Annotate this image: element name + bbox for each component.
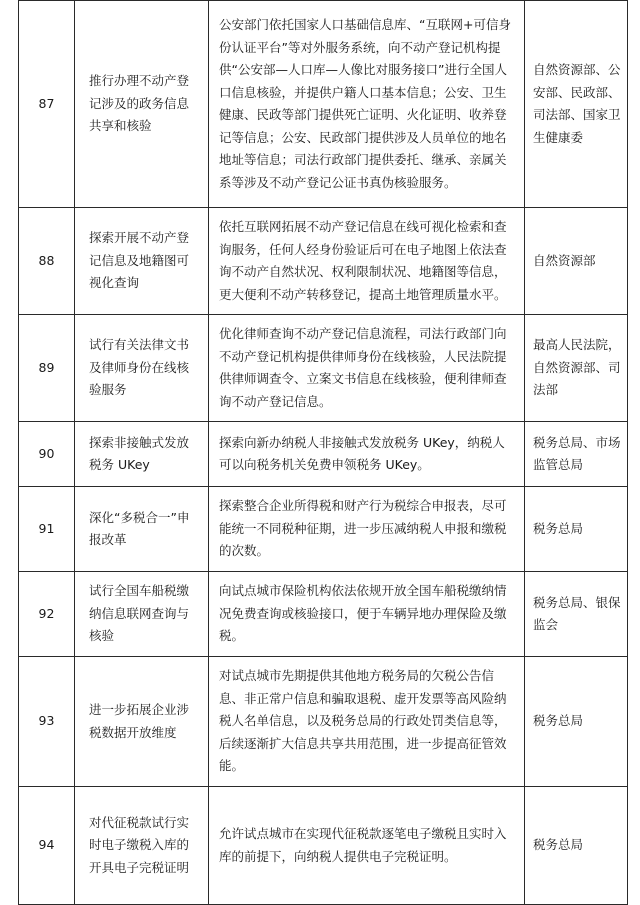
table-row: [19, 657, 628, 787]
reform-description: 探索整合企业所得税和财产行为税综合申报表，尽可能统一不同税种征期，进一步压减纳税人申报和缴税的次数。: [209, 487, 525, 572]
reform-description: 探索向新办纳税人非接触式发放税务 UKey，纳税人可以向税务机关免费申领税务 UKey。: [209, 422, 525, 487]
row-number: 91: [19, 487, 75, 572]
reform-description: 允许试点城市在实现代征税款逐笔电子缴税且实时入库的前提下，向纳税人提供电子完税证明。: [209, 787, 525, 905]
responsible-departments: 税务总局: [525, 487, 628, 572]
reform-description: 依托互联网拓展不动产登记信息在线可视化检索和查询服务，任何人经身份验证后可在电子地图上依法查询不动产自然状况、权利限制状况、地籍图等信息，更大便利不动产转移登记，提高土地管理质量水平。: [209, 208, 525, 315]
table-row: [19, 315, 628, 422]
row-number: 94: [19, 787, 75, 905]
row-number: 90: [19, 422, 75, 487]
row-number: 88: [19, 208, 75, 315]
row-number: 93: [19, 657, 75, 787]
table-row: [19, 1, 628, 208]
responsible-departments: 自然资源部: [525, 208, 628, 315]
row-number: 89: [19, 315, 75, 422]
reform-measures-table: [18, 0, 628, 905]
reform-description: 优化律师查询不动产登记信息流程，司法行政部门向不动产登记机构提供律师身份在线核验，人民法院提供律师调查令、立案文书信息在线核验，便利律师查询不动产登记信息。: [209, 315, 525, 422]
responsible-departments: 自然资源部、公安部、民政部、司法部、国家卫生健康委: [525, 1, 628, 208]
table-row: [19, 572, 628, 657]
reform-description: 对试点城市先期提供其他地方税务局的欠税公告信息、非正常户信息和骗取退税、虚开发票等高风险纳税人名单信息，以及税务总局的行政处罚类信息等，后续逐渐扩大信息共享共用范围，进一步提高征管效能。: [209, 657, 525, 787]
row-number: 87: [19, 1, 75, 208]
responsible-departments: 最高人民法院，自然资源部、司法部: [525, 315, 628, 422]
table-row: [19, 487, 628, 572]
reform-description: 公安部门依托国家人口基础信息库、“互联网+可信身份认证平台”等对外服务系统，向不动产登记机构提供“公安部—人口库—人像比对服务接口”进行全国人口信息核验，并提供户籍人口基本信息；公安、卫生健康、民政等部门提供死亡证明、火化证明、收养登记等信息；公安、民政部门提供涉及人员单位的地名地址等信息；司法行政部门提供委托、继承、亲属关系等涉及不动产登记公证书真伪核验服务。: [209, 1, 525, 208]
reform-item: 深化“多税合一”申报改革: [75, 487, 209, 572]
table-row: [19, 422, 628, 487]
responsible-departments: 税务总局、市场监管总局: [525, 422, 628, 487]
reform-item: 对代征税款试行实时电子缴税入库的开具电子完税证明: [75, 787, 209, 905]
responsible-departments: 税务总局: [525, 657, 628, 787]
reform-item: 试行全国车船税缴纳信息联网查询与核验: [75, 572, 209, 657]
table-row: [19, 787, 628, 905]
reform-item: 探索开展不动产登记信息及地籍图可视化查询: [75, 208, 209, 315]
reform-item: 探索非接触式发放税务 UKey: [75, 422, 209, 487]
reform-item: 试行有关法律文书及律师身份在线核验服务: [75, 315, 209, 422]
responsible-departments: 税务总局: [525, 787, 628, 905]
table-row: [19, 208, 628, 315]
reform-item: 进一步拓展企业涉税数据开放维度: [75, 657, 209, 787]
reform-description: 向试点城市保险机构依法依规开放全国车船税缴纳情况免费查询或核验接口，便于车辆异地办理保险及缴税。: [209, 572, 525, 657]
row-number: 92: [19, 572, 75, 657]
responsible-departments: 税务总局、银保监会: [525, 572, 628, 657]
reform-item: 推行办理不动产登记涉及的政务信息共享和核验: [75, 1, 209, 208]
